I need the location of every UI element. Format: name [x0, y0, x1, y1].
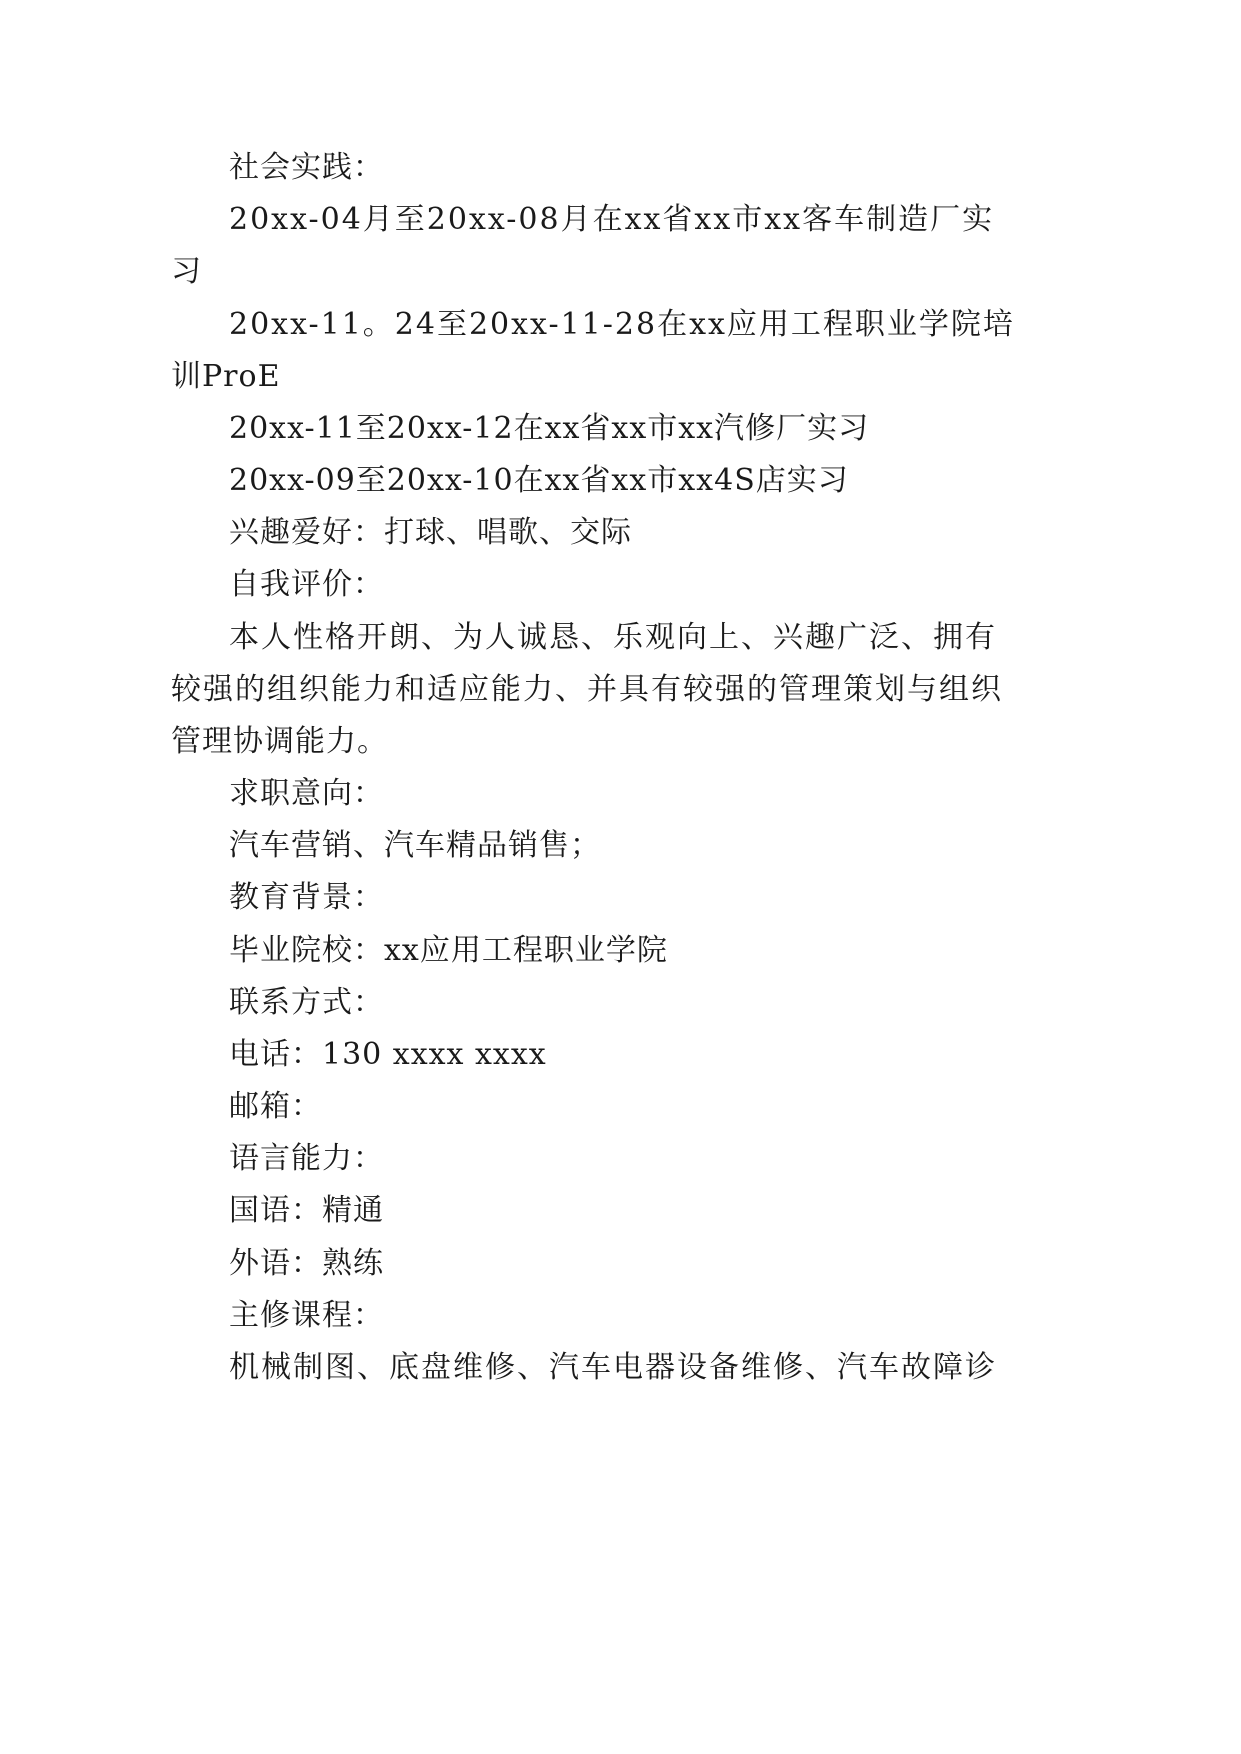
job-intent-value: 汽车营销、汽车精品销售；	[229, 828, 601, 863]
self-eval-heading: 自我评价：	[229, 567, 384, 602]
practice-item-2-line-2: 训ProE	[171, 359, 281, 394]
education-heading: 教育背景：	[229, 880, 384, 915]
self-eval-line-1: 本人性格开朗、为人诚恳、乐观向上、兴趣广泛、拥有	[229, 620, 997, 655]
courses-heading: 主修课程：	[229, 1298, 384, 1333]
courses-line-1: 机械制图、底盘维修、汽车电器设备维修、汽车故障诊	[229, 1350, 997, 1385]
practice-item-1-line-2: 习	[171, 254, 202, 289]
contact-heading: 联系方式：	[229, 985, 384, 1020]
practice-item-4: 20xx-09至20xx-10在xx省xx市xx4S店实习	[229, 463, 849, 498]
job-intent-heading: 求职意向：	[229, 776, 384, 811]
hobbies: 兴趣爱好：打球、唱歌、交际	[229, 515, 632, 550]
self-eval-line-3: 管理协调能力。	[171, 724, 388, 759]
practice-heading: 社会实践：	[229, 150, 384, 185]
education-school: 毕业院校：xx应用工程职业学院	[229, 933, 668, 968]
practice-item-2-line-1: 20xx-11。24至20xx-11-28在xx应用工程职业学院培	[229, 307, 1015, 342]
practice-item-1-line-1: 20xx-04月至20xx-08月在xx省xx市xx客车制造厂实	[229, 202, 995, 237]
language-mandarin: 国语：精通	[229, 1193, 384, 1228]
self-eval-line-2: 较强的组织能力和适应能力、并具有较强的管理策划与组织	[171, 672, 1003, 707]
practice-item-3: 20xx-11至20xx-12在xx省xx市xx汽修厂实习	[229, 411, 870, 446]
language-foreign: 外语：熟练	[229, 1246, 384, 1281]
contact-phone: 电话：130 xxxx xxxx	[229, 1037, 547, 1072]
contact-email: 邮箱：	[229, 1089, 322, 1124]
language-heading: 语言能力：	[229, 1141, 384, 1176]
